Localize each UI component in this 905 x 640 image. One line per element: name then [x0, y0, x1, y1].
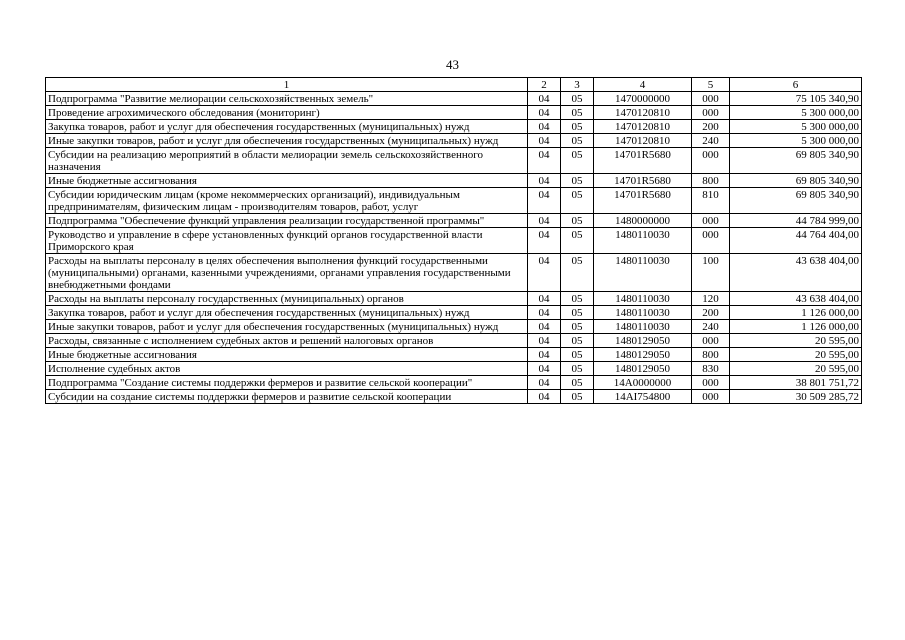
- expense-type-cell: 800: [692, 348, 730, 362]
- row-name-cell: Закупка товаров, работ и услуг для обеспечения государственных (муниципальных) нужд: [46, 306, 528, 320]
- section-code-cell: 04: [528, 334, 561, 348]
- row-name-cell: Иные бюджетные ассигнования: [46, 174, 528, 188]
- amount-cell: 20 595,00: [730, 362, 862, 376]
- expense-type-cell: 000: [692, 376, 730, 390]
- amount-cell: 69 805 340,90: [730, 188, 862, 214]
- row-name-cell: Субсидии на реализацию мероприятий в области мелиорации земель сельскохозяйственного назначения: [46, 148, 528, 174]
- target-article-cell: 1470120810: [594, 106, 692, 120]
- section-code-cell: 04: [528, 320, 561, 334]
- section-code-cell: 04: [528, 174, 561, 188]
- target-article-cell: 14А0000000: [594, 376, 692, 390]
- table-body: [46, 92, 862, 404]
- target-article-cell: 1470120810: [594, 134, 692, 148]
- expense-type-cell: 200: [692, 120, 730, 134]
- subsection-code-cell: 05: [561, 254, 594, 292]
- subsection-code-cell: 05: [561, 292, 594, 306]
- table-row: [46, 306, 862, 320]
- subsection-code-cell: 05: [561, 148, 594, 174]
- subsection-code-cell: 05: [561, 134, 594, 148]
- row-name-cell: Подпрограмма "Создание системы поддержки фермеров и развитие сельской кооперации": [46, 376, 528, 390]
- table-row: [46, 348, 862, 362]
- header-cell: 6: [730, 78, 862, 92]
- table-row: [46, 92, 862, 106]
- header-cell: 1: [46, 78, 528, 92]
- row-name-cell: Иные закупки товаров, работ и услуг для обеспечения государственных (муниципальных) нужд: [46, 134, 528, 148]
- subsection-code-cell: 05: [561, 320, 594, 334]
- section-code-cell: 04: [528, 390, 561, 404]
- row-name-cell: Руководство и управление в сфере установленных функций органов государственной власти Приморского края: [46, 228, 528, 254]
- target-article-cell: 14701R5680: [594, 174, 692, 188]
- subsection-code-cell: 05: [561, 120, 594, 134]
- section-code-cell: 04: [528, 188, 561, 214]
- table-row: [46, 254, 862, 292]
- table-row: [46, 134, 862, 148]
- amount-cell: 5 300 000,00: [730, 134, 862, 148]
- amount-cell: 69 805 340,90: [730, 174, 862, 188]
- amount-cell: 43 638 404,00: [730, 292, 862, 306]
- amount-cell: 38 801 751,72: [730, 376, 862, 390]
- target-article-cell: 1480110030: [594, 292, 692, 306]
- expense-type-cell: 200: [692, 306, 730, 320]
- section-code-cell: 04: [528, 120, 561, 134]
- subsection-code-cell: 05: [561, 306, 594, 320]
- expense-type-cell: 000: [692, 148, 730, 174]
- target-article-cell: 1480110030: [594, 254, 692, 292]
- target-article-cell: 1480110030: [594, 228, 692, 254]
- amount-cell: 5 300 000,00: [730, 120, 862, 134]
- row-name-cell: Иные закупки товаров, работ и услуг для обеспечения государственных (муниципальных) нужд: [46, 320, 528, 334]
- table-row: [46, 376, 862, 390]
- section-code-cell: 04: [528, 376, 561, 390]
- table-row: [46, 320, 862, 334]
- section-code-cell: 04: [528, 214, 561, 228]
- row-name-cell: Закупка товаров, работ и услуг для обеспечения государственных (муниципальных) нужд: [46, 120, 528, 134]
- section-code-cell: 04: [528, 228, 561, 254]
- expense-type-cell: 120: [692, 292, 730, 306]
- target-article-cell: 1470120810: [594, 120, 692, 134]
- row-name-cell: Расходы на выплаты персоналу государственных (муниципальных) органов: [46, 292, 528, 306]
- section-code-cell: 04: [528, 148, 561, 174]
- subsection-code-cell: 05: [561, 214, 594, 228]
- section-code-cell: 04: [528, 92, 561, 106]
- amount-cell: 43 638 404,00: [730, 254, 862, 292]
- section-code-cell: 04: [528, 254, 561, 292]
- amount-cell: 69 805 340,90: [730, 148, 862, 174]
- table-row: [46, 214, 862, 228]
- expense-type-cell: 000: [692, 214, 730, 228]
- target-article-cell: 1480129050: [594, 348, 692, 362]
- amount-cell: 75 105 340,90: [730, 92, 862, 106]
- target-article-cell: 1480110030: [594, 306, 692, 320]
- header-row: [46, 78, 862, 92]
- target-article-cell: 14701R5680: [594, 188, 692, 214]
- expense-type-cell: 810: [692, 188, 730, 214]
- subsection-code-cell: 05: [561, 390, 594, 404]
- table-row: [46, 148, 862, 174]
- table-row: [46, 228, 862, 254]
- row-name-cell: Исполнение судебных актов: [46, 362, 528, 376]
- header-cell: 3: [561, 78, 594, 92]
- expense-type-cell: 240: [692, 134, 730, 148]
- expense-type-cell: 800: [692, 174, 730, 188]
- section-code-cell: 04: [528, 106, 561, 120]
- amount-cell: 30 509 285,72: [730, 390, 862, 404]
- section-code-cell: 04: [528, 362, 561, 376]
- target-article-cell: 1480110030: [594, 320, 692, 334]
- budget-table: [45, 77, 862, 404]
- expense-type-cell: 240: [692, 320, 730, 334]
- target-article-cell: 1480129050: [594, 362, 692, 376]
- expense-type-cell: 000: [692, 228, 730, 254]
- target-article-cell: 14701R5680: [594, 148, 692, 174]
- expense-type-cell: 000: [692, 334, 730, 348]
- header-cell: 4: [594, 78, 692, 92]
- amount-cell: 20 595,00: [730, 348, 862, 362]
- subsection-code-cell: 05: [561, 348, 594, 362]
- subsection-code-cell: 05: [561, 188, 594, 214]
- amount-cell: 20 595,00: [730, 334, 862, 348]
- row-name-cell: Субсидии на создание системы поддержки фермеров и развитие сельской кооперации: [46, 390, 528, 404]
- header-cell: 5: [692, 78, 730, 92]
- table-row: [46, 362, 862, 376]
- amount-cell: 5 300 000,00: [730, 106, 862, 120]
- subsection-code-cell: 05: [561, 106, 594, 120]
- section-code-cell: 04: [528, 306, 561, 320]
- row-name-cell: Расходы, связанные с исполнением судебных актов и решений налоговых органов: [46, 334, 528, 348]
- expense-type-cell: 000: [692, 106, 730, 120]
- subsection-code-cell: 05: [561, 334, 594, 348]
- table-row: [46, 390, 862, 404]
- amount-cell: 44 764 404,00: [730, 228, 862, 254]
- target-article-cell: 14АI754800: [594, 390, 692, 404]
- subsection-code-cell: 05: [561, 376, 594, 390]
- expense-type-cell: 000: [692, 390, 730, 404]
- section-code-cell: 04: [528, 292, 561, 306]
- subsection-code-cell: 05: [561, 228, 594, 254]
- row-name-cell: Субсидии юридическим лицам (кроме некоммерческих организаций), индивидуальным предпринимателям, физическим лицам - производителям товаров, работ, услуг: [46, 188, 528, 214]
- target-article-cell: 1480129050: [594, 334, 692, 348]
- amount-cell: 1 126 000,00: [730, 320, 862, 334]
- header-cell: 2: [528, 78, 561, 92]
- subsection-code-cell: 05: [561, 174, 594, 188]
- expense-type-cell: 100: [692, 254, 730, 292]
- expense-type-cell: 830: [692, 362, 730, 376]
- subsection-code-cell: 05: [561, 92, 594, 106]
- table-row: [46, 120, 862, 134]
- page-number: 43: [446, 57, 459, 72]
- section-code-cell: 04: [528, 348, 561, 362]
- row-name-cell: Подпрограмма "Обеспечение функций управления реализации государственной программы": [46, 214, 528, 228]
- subsection-code-cell: 05: [561, 362, 594, 376]
- table-row: [46, 106, 862, 120]
- row-name-cell: Расходы на выплаты персоналу в целях обеспечения выполнения функций государственными (муниципальными) органами, казенными учреждениями, органами управления государственными внебюджетными фондами: [46, 254, 528, 292]
- row-name-cell: Иные бюджетные ассигнования: [46, 348, 528, 362]
- expense-type-cell: 000: [692, 92, 730, 106]
- row-name-cell: Подпрограмма "Развитие мелиорации сельскохозяйственных земель": [46, 92, 528, 106]
- table-row: [46, 292, 862, 306]
- target-article-cell: 1480000000: [594, 214, 692, 228]
- table-row: [46, 188, 862, 214]
- amount-cell: 44 784 999,00: [730, 214, 862, 228]
- target-article-cell: 1470000000: [594, 92, 692, 106]
- amount-cell: 1 126 000,00: [730, 306, 862, 320]
- row-name-cell: Проведение агрохимического обследования (мониторинг): [46, 106, 528, 120]
- section-code-cell: 04: [528, 134, 561, 148]
- table-row: [46, 174, 862, 188]
- table-row: [46, 334, 862, 348]
